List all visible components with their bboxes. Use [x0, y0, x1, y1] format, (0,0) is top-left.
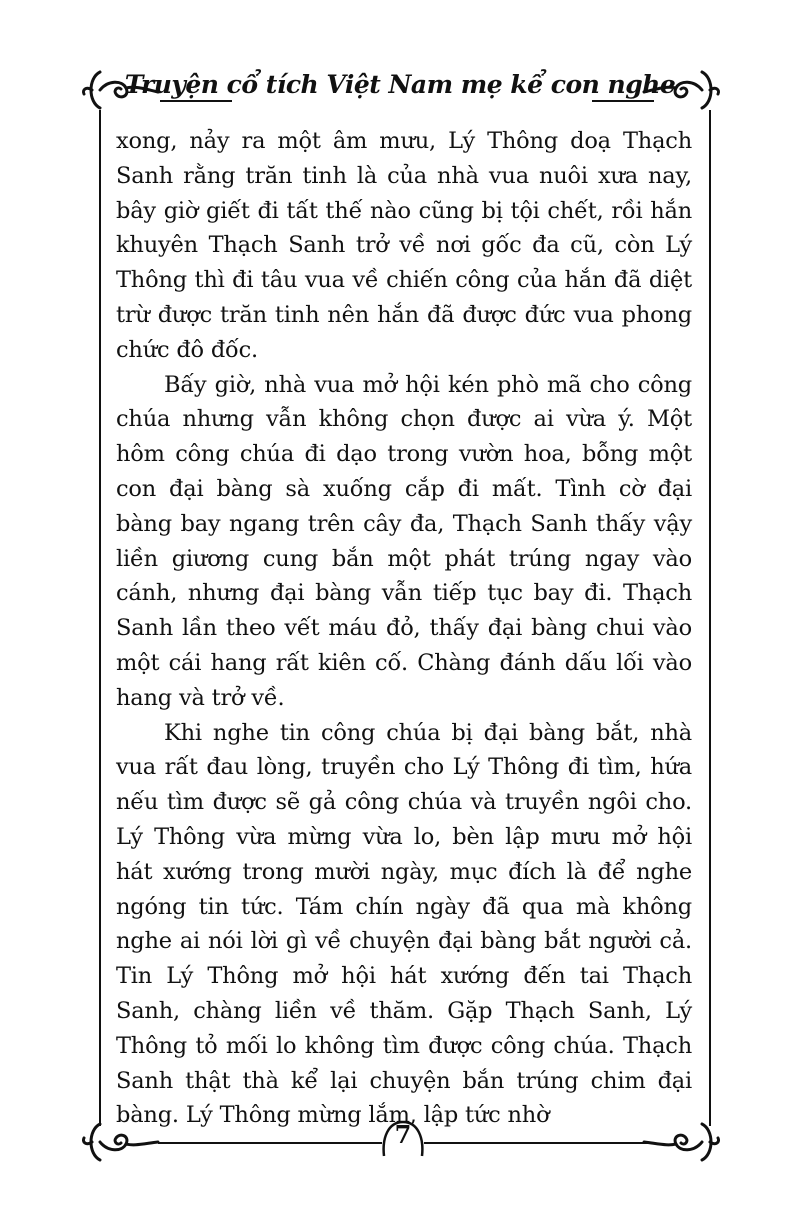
bottom-left-scroll-ornament-icon [78, 1120, 162, 1164]
paragraph-2: Bấy giờ, nhà vua mở hội kén phò mã cho công chúa nhưng vẫn không chọn được ai vừa ý. Một hôm công chúa đi dạo trong vườn hoa, bỗng một con đại bàng sà xuống cắp đi mất. Tình cờ đại bàng bay ngang trên cây đa, Thạch Sanh thấy vậy liền giương cung bắn một phát trúng ngay vào cánh, nhưng đại bàng vẫn tiếp tục bay đi. Thạch Sanh lần theo vết máu đỏ, thấy đại bàng chui vào một cái hang rất kiên cố. Chàng đánh dấu lối vào hang và trở về. [116, 371, 692, 711]
right-frame-line [709, 110, 711, 1126]
footer-rule-right [424, 1142, 654, 1144]
left-frame-line [99, 110, 101, 1126]
header-rule-left [160, 100, 232, 102]
footer-rule-left [158, 1142, 382, 1144]
paragraph-3: Khi nghe tin công chúa bị đại bàng bắt, nhà vua rất đau lòng, truyền cho Lý Thông đi tìm, hứa nếu tìm được sẽ gả công chúa và truyền ngôi cho. Lý Thông vừa mừng vừa lo, bèn lập mưu mở hội hát xướng trong mười ngày, mục đích là để nghe ngóng tin tức. Tám chín ngày đã qua mà không nghe ai nói lời gì về chuyện đại bàng bắt người cả. Tin Lý Thông mở hội hát xướng đến tai Thạch Sanh, chàng liền về thăm. Gặp Thạch Sanh, Lý Thông tỏ mối lo không tìm được công chúa. Thạch Sanh thật thà kể lại chuyện bắn trúng chim đại bàng. Lý Thông mừng lắm, lập tức nhờ [116, 719, 692, 1129]
running-header-title: Truyện cổ tích Việt Nam mẹ kể con nghe [124, 70, 676, 99]
top-right-scroll-ornament-icon [640, 68, 724, 112]
paragraph-1: xong, nảy ra một âm mưu, Lý Thông doạ Thạch Sanh rằng trăn tinh là của nhà vua nuôi xưa nay, bây giờ giết đi tất thế nào cũng bị tội chết, rồi hắn khuyên Thạch Sanh trở về nơi gốc đa cũ, còn Lý Thông thì đi tâu vua về chiến công của hắn đã diệt trừ được trăn tinh nên hắn đã được đức vua phong chức đô đốc. [116, 128, 692, 363]
bottom-right-scroll-ornament-icon [640, 1120, 724, 1164]
story-text [116, 124, 692, 1133]
page-number: 7 [394, 1120, 412, 1149]
